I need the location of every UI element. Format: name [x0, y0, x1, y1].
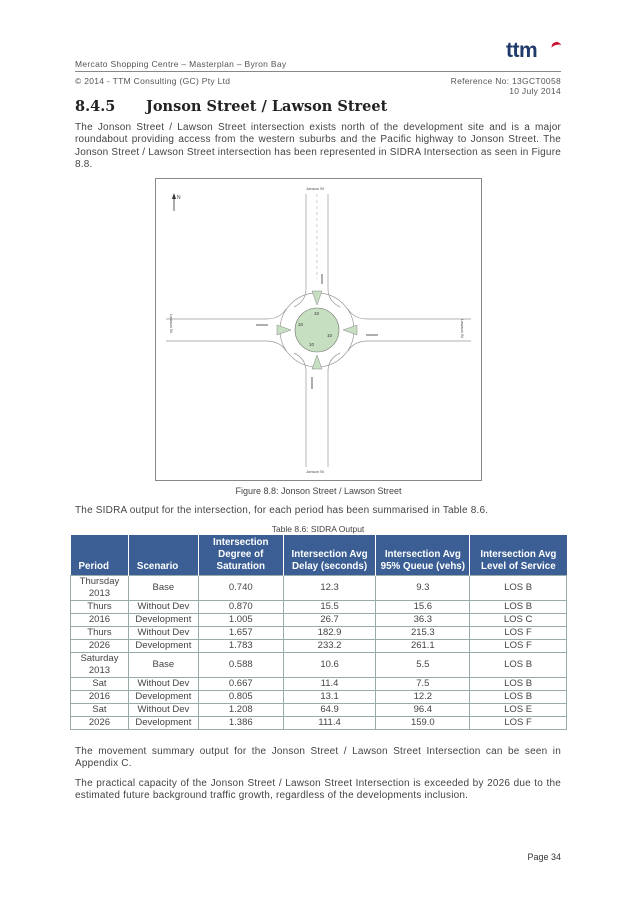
cell-scenario: Without Dev: [128, 601, 198, 614]
cell-scenario: Base: [128, 576, 198, 601]
copyright-text: © 2014 - TTM Consulting (GC) Pty Ltd: [75, 76, 231, 86]
cell-scenario: Development: [128, 691, 198, 704]
cell-period: Thursday 2013: [71, 576, 129, 601]
section-title: Jonson Street / Lawson Street: [146, 98, 388, 115]
cell-scenario: Without Dev: [128, 704, 198, 717]
cell-scenario: Base: [128, 653, 198, 678]
cell-period: Saturday 2013: [71, 653, 129, 678]
cell-delay: 26.7: [283, 614, 376, 627]
cell-los: LOS C: [470, 614, 567, 627]
cell-dos: 1.005: [198, 614, 283, 627]
lane-label: 10: [298, 322, 304, 327]
cell-period: 2016: [71, 614, 129, 627]
cell-los: LOS E: [470, 704, 567, 717]
cell-queue: 15.6: [376, 601, 470, 614]
roundabout-diagram: [156, 179, 481, 480]
table-row: [71, 678, 567, 691]
document-date: 10 July 2014: [509, 86, 561, 96]
cell-queue: 5.5: [376, 653, 470, 678]
cell-delay: 10.6: [283, 653, 376, 678]
cell-los: LOS B: [470, 678, 567, 691]
capacity-paragraph: The practical capacity of the Jonson Street / Lawson Street Intersection is exceeded by 2026 due to the estimated future background traffic growth, regardless of the developments inclusion.: [75, 778, 561, 802]
cell-los: LOS B: [470, 601, 567, 614]
col-header-queue: Intersection Avg 95% Queue (vehs): [376, 535, 470, 576]
col-header-saturation: Intersection Degree of Saturation: [198, 535, 283, 576]
table-caption: Table 8.6: SIDRA Output: [271, 524, 365, 534]
table-row: [71, 627, 567, 640]
road-label-west: Lawson St: [169, 314, 174, 333]
cell-period: 2026: [71, 717, 129, 730]
cell-los: LOS B: [470, 691, 567, 704]
cell-scenario: Without Dev: [128, 678, 198, 691]
table-header-row: [71, 535, 567, 576]
cell-dos: 0.667: [198, 678, 283, 691]
cell-period: Thurs: [71, 627, 129, 640]
north-label: N: [177, 195, 181, 201]
road-label-north: Jonson St: [306, 186, 324, 191]
cell-dos: 1.657: [198, 627, 283, 640]
cell-queue: 159.0: [376, 717, 470, 730]
cell-scenario: Development: [128, 640, 198, 653]
cell-queue: 7.5: [376, 678, 470, 691]
table-row: [71, 576, 567, 601]
sidra-paragraph: The SIDRA output for the intersection, for each period has been summarised in Table 8.6.: [75, 505, 489, 516]
col-header-delay: Intersection Avg Delay (seconds): [283, 535, 376, 576]
cell-scenario: Development: [128, 614, 198, 627]
col-header-period: Period: [71, 535, 129, 576]
ttm-logo: [506, 40, 561, 64]
cell-dos: 0.870: [198, 601, 283, 614]
cell-dos: 0.588: [198, 653, 283, 678]
cell-delay: 12.3: [283, 576, 376, 601]
cell-los: LOS F: [470, 640, 567, 653]
cell-scenario: Development: [128, 717, 198, 730]
table-row: [71, 691, 567, 704]
cell-los: LOS B: [470, 653, 567, 678]
cell-dos: 1.208: [198, 704, 283, 717]
cell-queue: 215.3: [376, 627, 470, 640]
cell-queue: 12.2: [376, 691, 470, 704]
cell-delay: 111.4: [283, 717, 376, 730]
cell-delay: 64.9: [283, 704, 376, 717]
cell-delay: 11.4: [283, 678, 376, 691]
cell-delay: 15.5: [283, 601, 376, 614]
table-row: [71, 614, 567, 627]
reference-number: Reference No: 13GCT0058: [450, 76, 561, 86]
movement-paragraph: The movement summary output for the Jonson Street / Lawson Street Intersection can be seen in Appendix C.: [75, 746, 561, 770]
cell-period: 2016: [71, 691, 129, 704]
table-row: [71, 653, 567, 678]
sidra-output-table: [70, 535, 567, 730]
road-label-east: Lawson St: [460, 319, 465, 338]
cell-dos: 0.740: [198, 576, 283, 601]
roundabout-figure: [155, 178, 482, 481]
road-label-south: Jonson St: [306, 469, 324, 474]
cell-queue: 96.4: [376, 704, 470, 717]
north-arrow-icon: [172, 193, 181, 211]
cell-los: LOS F: [470, 627, 567, 640]
lane-label: 10: [314, 311, 320, 316]
reference-block: [451, 76, 561, 96]
logo-text: ttm: [506, 39, 538, 62]
cell-delay: 233.2: [283, 640, 376, 653]
cell-period: Sat: [71, 704, 129, 717]
cell-scenario: Without Dev: [128, 627, 198, 640]
cell-period: Thurs: [71, 601, 129, 614]
cell-dos: 0.805: [198, 691, 283, 704]
cell-queue: 261.1: [376, 640, 470, 653]
project-title: Mercato Shopping Centre – Masterplan – Byron Bay: [75, 59, 287, 69]
cell-period: 2026: [71, 640, 129, 653]
cell-los: LOS F: [470, 717, 567, 730]
cell-queue: 36.3: [376, 614, 470, 627]
col-header-los: Intersection Avg Level of Service: [470, 535, 567, 576]
table-row: [71, 601, 567, 614]
section-heading: [75, 98, 387, 115]
table-row: [71, 704, 567, 717]
intro-paragraph: The Jonson Street / Lawson Street intersection exists north of the development site and is a major roundabout providing access from the western suburbs and the Pacific highway to Jonson Street. The Jonson Street / Lawson Street intersection has been represented in SIDRA Intersection as seen in Figure 8.8.: [75, 122, 561, 171]
cell-delay: 13.1: [283, 691, 376, 704]
table-row: [71, 717, 567, 730]
figure-caption: Figure 8.8: Jonson Street / Lawson Street: [235, 486, 402, 496]
page-header: [75, 58, 286, 87]
col-header-scenario: Scenario: [128, 535, 198, 576]
cell-queue: 9.3: [376, 576, 470, 601]
lane-label: 10: [327, 333, 333, 338]
cell-delay: 182.9: [283, 627, 376, 640]
cell-dos: 1.783: [198, 640, 283, 653]
section-number: 8.4.5: [75, 98, 116, 115]
header-divider: [75, 71, 561, 72]
cell-los: LOS B: [470, 576, 567, 601]
lane-label: 10: [309, 342, 315, 347]
cell-dos: 1.386: [198, 717, 283, 730]
cell-period: Sat: [71, 678, 129, 691]
table-row: [71, 640, 567, 653]
page-number: Page 34: [527, 852, 561, 862]
